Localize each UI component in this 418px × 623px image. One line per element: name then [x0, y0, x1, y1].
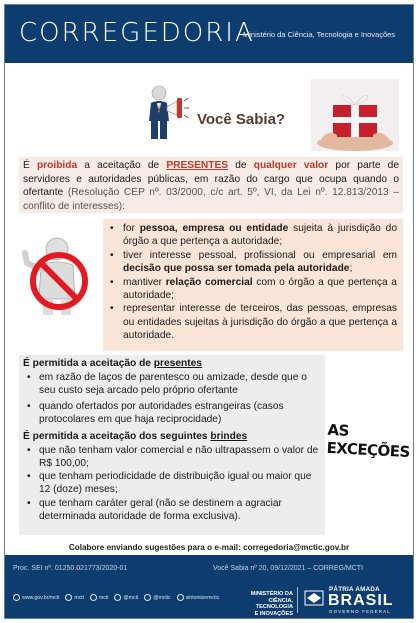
header-bar [5, 5, 413, 63]
process-number: Proc. SEI nº. 01250.021773/2020-01 [13, 565, 128, 572]
social-link-facebook[interactable]: mcti [65, 594, 84, 601]
list-item: • for pessoa, empresa ou entidade sujeita à jurisdição do órgão a que pertença a autoridade; [107, 222, 397, 249]
intro-part: de [228, 160, 254, 171]
social-link-twitter[interactable]: mcti [90, 594, 109, 601]
intro-text [19, 157, 403, 213]
ministry-name: Ministério da Ciência, Tecnologia e Inovações [243, 30, 396, 39]
list-item: • mantiver relação comercial com o órgão a que pertença a autoridade; [107, 276, 397, 303]
prohibited-list [103, 219, 403, 351]
twitter-icon [90, 594, 97, 601]
intro-legal-reference: (Resolução CEP nº. 03/2000, c/c art. 5º, VI, da Lei nº. 12.813/2013 – conflito de interesses): [23, 187, 399, 212]
megaphone-man-icon [145, 83, 189, 143]
edition-info: Você Sabia nº 20, 09/12/2021 – CORREG/MCTI [213, 565, 364, 572]
prohibited-icon [19, 233, 93, 317]
hero [5, 77, 413, 153]
intro-part: a aceitação de [77, 160, 167, 171]
ministry-footer-name: MINISTÉRIO DA CIÊNCIA, TECNOLOGIA E INOVAÇÕES [250, 591, 293, 617]
intro-part: por parte de servidores e autoridades públicas, em razão do cargo que ocupa quando o ofertante [23, 160, 399, 198]
permitted-section [19, 355, 325, 535]
social-link-youtube[interactable]: @mctic [144, 594, 170, 601]
intro-part: É [23, 160, 37, 171]
list-item: • em razão de laços de parentesco ou amizade, desde que o seu custo seja arcado pelo próprio ofertante [23, 371, 321, 397]
suggestion-text: Colabore enviando sugestões para o e-mail: corregedoria@mctic.gov.br [68, 543, 350, 552]
social-link-instagram[interactable]: @mcti [114, 594, 138, 601]
list-item: • que tenham periodicidade de distribuição igual ou maior que 12 (doze) meses; [23, 470, 321, 496]
list-item: • quando ofertados por autoridades estrangeiras (casos protocolares em que haja reciprocidade) [23, 400, 321, 426]
hero-title: Você Sabia? [197, 111, 286, 128]
intro-proibida: proibida [36, 160, 78, 171]
youtube-icon [144, 594, 151, 601]
intro-qualquer-valor: qualquer valor [253, 160, 329, 171]
social-link-website[interactable]: www.gov.br/mcti [13, 594, 59, 601]
poster [4, 4, 414, 619]
patria-amada-text: PÁTRIA AMADA [329, 586, 380, 593]
brand-title: CORREGEDORIA [19, 18, 255, 48]
list-item: • tiver interesse pessoal, profissional ou empresarial em decisão que possa ser tomada pela autoridade; [107, 249, 397, 276]
social-links [13, 594, 219, 601]
permitted-presents-heading: É permitida a aceitação de presentes [23, 358, 202, 369]
instagram-icon [114, 594, 121, 601]
facebook-icon [65, 594, 72, 601]
social-link-flickr[interactable]: sintoniizemctic [177, 594, 220, 601]
governo-federal-text: GOVERNO FEDERAL [329, 609, 391, 614]
list-item: • representar interesse de terceiros, das pessoas, empresas ou entidades sujeitas à jurisdição do órgão a que pertença a autoridade. [107, 302, 397, 342]
permitted-gifts-heading: É permitida a aceitação dos seguintes brindes [23, 431, 248, 443]
list-item: • que não tenham valor comercial e não ultrapassem o valor de R$ 100,00; [23, 444, 321, 470]
brasil-logo-text: BRASIL [328, 592, 394, 609]
intro-presentes: PRESENTES [166, 160, 229, 171]
gift-box-icon [311, 79, 399, 151]
flickr-icon [177, 594, 184, 601]
globe-icon [13, 594, 20, 601]
footer-bar [5, 555, 413, 619]
footer-divider [297, 587, 298, 613]
list-item: • que tenham caráter geral (não se destinem a agraciar determinada autoridade de forma exclusiva). [23, 497, 321, 523]
brasil-flag-icon [303, 589, 325, 607]
exceptions-label: AS EXCEÇÕES [326, 420, 411, 462]
